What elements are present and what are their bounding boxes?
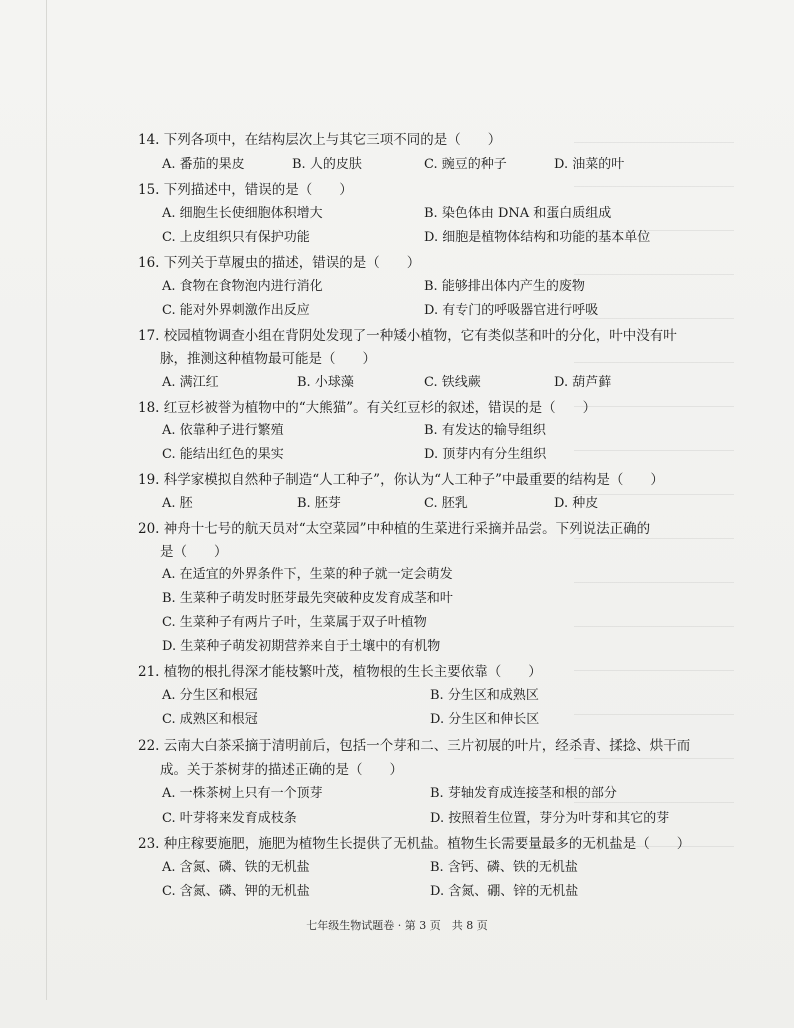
question-22-option-d[interactable]: D. 按照着生位置，芽分为叶芽和其它的芽 <box>430 811 670 826</box>
question-14-option-d[interactable]: D. 油菜的叶 <box>554 157 625 172</box>
question-19-stem: 19. 科学家模拟自然种子制造“人工种子”，你认为“人工种子”中最重要的结构是（ ） <box>138 472 664 488</box>
question-19-option-a[interactable]: A. 胚 <box>162 496 193 511</box>
question-14-options <box>162 153 682 177</box>
question-23-options-row2 <box>162 880 682 904</box>
question-18-option-a[interactable]: A. 依靠种子进行繁殖 <box>162 423 284 438</box>
question-20-option-a[interactable]: A. 在适宜的外界条件下，生菜的种子就一定会萌发 <box>162 567 453 582</box>
question-16-option-a[interactable]: A. 食物在食物泡内进行消化 <box>162 279 323 294</box>
question-15-options-row1 <box>162 202 682 226</box>
question-14-stem: 14. 下列各项中，在结构层次上与其它三项不同的是（ ） <box>138 132 502 148</box>
question-18-options-row2 <box>162 443 682 467</box>
question-16-option-c[interactable]: C. 能对外界刺激作出反应 <box>162 303 310 318</box>
question-15-option-c[interactable]: C. 上皮组织只有保护功能 <box>162 230 310 245</box>
question-18-option-d[interactable]: D. 顶芽内有分生组织 <box>424 447 547 462</box>
question-15-stem: 15. 下列描述中，错误的是（ ） <box>138 182 353 198</box>
question-21-option-c[interactable]: C. 成熟区和根冠 <box>162 712 258 727</box>
question-21-stem: 21. 植物的根扎得深才能枝繁叶茂，植物根的生长主要依靠（ ） <box>138 664 542 680</box>
question-19-option-b[interactable]: B. 胚芽 <box>297 496 341 511</box>
question-20-stem: 20. 神舟十七号的航天员对“太空菜园”中种植的生菜进行采摘并品尝。下列说法正确的 <box>138 521 651 537</box>
question-18-option-b[interactable]: B. 有发达的输导组织 <box>424 423 546 438</box>
question-22-options-row1 <box>162 782 682 806</box>
question-21-options-row2 <box>162 708 682 732</box>
question-20-option-d[interactable]: D. 生菜种子萌发初期营养来自于土壤中的有机物 <box>162 639 441 654</box>
question-17-option-d[interactable]: D. 葫芦藓 <box>554 375 612 390</box>
question-17-option-c[interactable]: C. 铁线蕨 <box>424 375 481 390</box>
page-footer: 七年级生物试题卷 · 第 3 页 共 8 页 <box>306 919 488 932</box>
question-17-stem-cont: 脉，推测这种植物最可能是（ ） <box>160 351 376 367</box>
question-23-option-c[interactable]: C. 含氮、磷、钾的无机盐 <box>162 884 310 899</box>
page-edge <box>46 0 47 1000</box>
question-23-option-a[interactable]: A. 含氮、磷、铁的无机盐 <box>162 860 310 875</box>
question-22-stem: 22. 云南大白茶采摘于清明前后，包括一个芽和二、三片初展的叶片，经杀青、揉捻、烘干而 <box>138 738 691 754</box>
question-23-option-b[interactable]: B. 含钙、磷、铁的无机盐 <box>430 860 578 875</box>
question-20-option-b[interactable]: B. 生菜种子萌发时胚芽最先突破种皮发育成茎和叶 <box>162 591 453 606</box>
question-23-options-row1 <box>162 856 682 880</box>
question-16-options-row1 <box>162 275 682 299</box>
question-16-stem: 16. 下列关于草履虫的描述，错误的是（ ） <box>138 255 421 271</box>
question-14-option-c[interactable]: C. 豌豆的种子 <box>424 157 507 172</box>
question-16-options-row2 <box>162 299 682 323</box>
question-18-options-row1 <box>162 419 682 443</box>
question-21-option-b[interactable]: B. 分生区和成熟区 <box>430 688 539 703</box>
question-21-options-row1 <box>162 684 682 708</box>
question-22-stem-cont: 成。关于茶树芽的描述正确的是（ ） <box>160 762 403 778</box>
question-17-option-b[interactable]: B. 小球藻 <box>297 375 354 390</box>
question-15-option-d[interactable]: D. 细胞是植物体结构和功能的基本单位 <box>424 230 651 245</box>
question-22-options-row2 <box>162 807 682 831</box>
question-18-stem: 18. 红豆杉被誉为植物中的“大熊猫”。有关红豆杉的叙述，错误的是（ ） <box>138 400 597 416</box>
question-17-option-a[interactable]: A. 满江红 <box>162 375 219 390</box>
question-20-stem-cont: 是（ ） <box>160 544 228 560</box>
question-14-option-b[interactable]: B. 人的皮肤 <box>292 157 362 172</box>
question-23-stem: 23. 种庄稼要施肥，施肥为植物生长提供了无机盐。植物生长需要量最多的无机盐是（ ） <box>138 836 691 852</box>
question-16-option-d[interactable]: D. 有专门的呼吸器官进行呼吸 <box>424 303 599 318</box>
question-17-stem: 17. 校园植物调查小组在背阴处发现了一种矮小植物，它有类似茎和叶的分化，叶中没有叶 <box>138 328 677 344</box>
question-18-option-c[interactable]: C. 能结出红色的果实 <box>162 447 284 462</box>
question-21-option-a[interactable]: A. 分生区和根冠 <box>162 688 258 703</box>
question-15-option-a[interactable]: A. 细胞生长使细胞体积增大 <box>162 206 323 221</box>
question-14-option-a[interactable]: A. 番茄的果皮 <box>162 157 245 172</box>
question-22-option-c[interactable]: C. 叶芽将来发育成枝条 <box>162 811 297 826</box>
question-19-option-d[interactable]: D. 种皮 <box>554 496 599 511</box>
question-15-options-row2 <box>162 226 682 250</box>
question-22-option-b[interactable]: B. 芽轴发育成连接茎和根的部分 <box>430 786 617 801</box>
question-23-option-d[interactable]: D. 含氮、硼、锌的无机盐 <box>430 884 579 899</box>
question-15-option-b[interactable]: B. 染色体由 DNA 和蛋白质组成 <box>424 206 612 221</box>
question-20-option-c[interactable]: C. 生菜种子有两片子叶，生菜属于双子叶植物 <box>162 615 427 630</box>
question-17-options <box>162 371 682 395</box>
question-16-option-b[interactable]: B. 能够排出体内产生的废物 <box>424 279 585 294</box>
question-19-option-c[interactable]: C. 胚乳 <box>424 496 468 511</box>
question-19-options <box>162 492 682 516</box>
question-21-option-d[interactable]: D. 分生区和伸长区 <box>430 712 540 727</box>
question-22-option-a[interactable]: A. 一株茶树上只有一个顶芽 <box>162 786 323 801</box>
